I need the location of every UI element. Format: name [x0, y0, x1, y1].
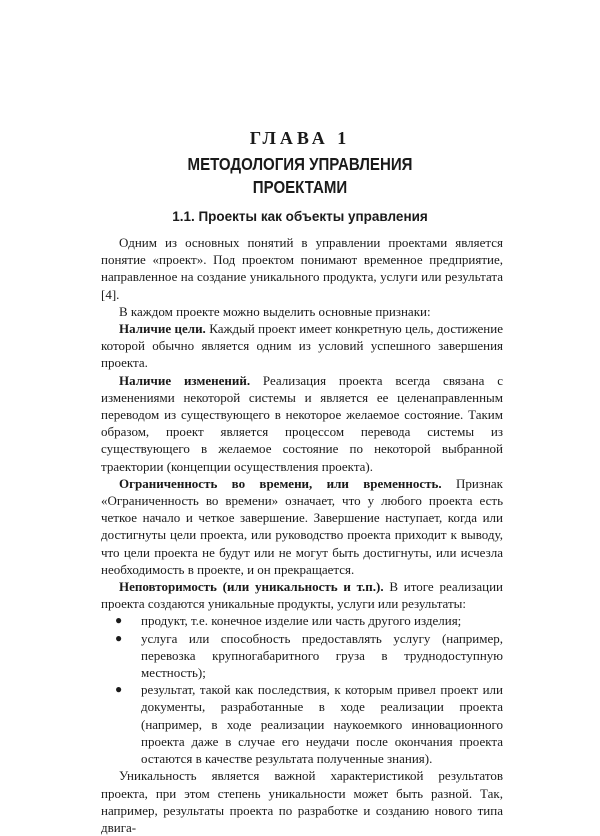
list-item-text: услуга или способность предоставлять услугу (например, перевозка крупногабаритного груза в труднодоступную местность);	[141, 630, 503, 681]
list-item-text: продукт, т.е. конечное изделие или часть другого изделия;	[141, 613, 462, 629]
section-title: 1.1. Проекты как объекты управления	[172, 209, 428, 224]
chapter-title-line-1: МЕТОДОЛОГИЯ УПРАВЛЕНИЯ	[187, 154, 413, 174]
paragraph-uniqueness	[101, 578, 503, 612]
term-goal: Наличие цели.	[119, 321, 206, 337]
text-time: Признак «Ограниченность во времени» означает, что у любого проекта есть четкое начало и четкое завершение. Завершение наступает, когда или достигнуты цели проекта, или руководство проекта приходит к выводу, что цели проекта не будут или не могут быть достигнуты, или исчезла необходимость в проекте, и он прекращается.	[101, 475, 503, 577]
bullet-icon: ●	[115, 630, 123, 645]
chapter-title-line-2: ПРОЕКТАМИ	[252, 177, 348, 197]
term-changes: Наличие изменений.	[119, 372, 251, 388]
text-goal: Каждый проект имеет конкретную цель, достижение которой обычно является одним из условий успешного завершения проекта.	[101, 321, 503, 371]
list-item-text: результат, такой как последствия, к которым привел проект или документы, разработанные в ходе реализации проекта (например, в ходе реализации наукоемкого инновационного проекта даже в случае его неудачи после окончания проекта остаются в качестве результата полученные знания).	[141, 682, 503, 767]
paragraph-goal	[101, 320, 503, 372]
paragraph-changes	[101, 372, 503, 475]
term-uniqueness: Неповторимость (или уникальность и т.п.).	[119, 579, 384, 595]
body-text	[101, 234, 503, 836]
paragraph-intro: Одним из основных понятий в управлении проектами является понятие «проект». Под проектом понимают временное предприятие, направленное на создание уникального продукта, услуги или результата [4].	[101, 235, 503, 302]
paragraph-closing: Уникальность является важной характеристикой результатов проекта, при этом степень уникальности может быть разной. Так, например, результаты проекта по разработке и созданию нового типа двига-	[101, 768, 503, 835]
text-uniqueness: В итоге реализации проекта создаются уникальные продукты, услуги или результаты:	[101, 579, 504, 612]
text-changes: Реализация проекта всегда связана с изменениями некоторой системы и является ее целенаправленным переводом из существующего в некоторое желаемое состояние. Таким образом, проект является процессом перевода системы из существующего в желаемое состояние по некоторой выбранной траектории (концепции осуществления проекта).	[101, 372, 504, 474]
chapter-title	[145, 153, 455, 199]
list-item	[101, 681, 503, 767]
paragraph-time	[101, 475, 503, 578]
list-item	[101, 612, 503, 629]
bullet-icon: ●	[115, 613, 123, 628]
list-item	[101, 630, 503, 682]
term-time: Ограниченность во времени, или временность.	[119, 475, 442, 491]
paragraph-signs-intro: В каждом проекте можно выделить основные признаки:	[119, 303, 431, 319]
bullet-icon: ●	[115, 682, 123, 697]
results-list	[101, 612, 503, 767]
chapter-label: ГЛАВА 1	[249, 128, 351, 148]
